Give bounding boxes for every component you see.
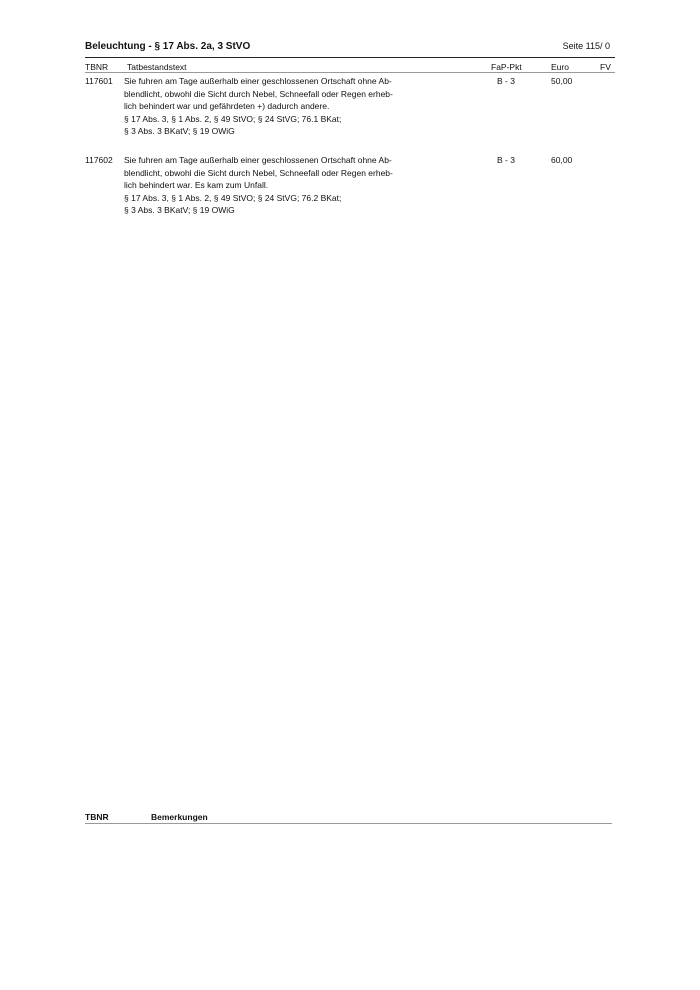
remarks-label: Bemerkungen	[151, 812, 208, 822]
remarks-tbnr-label: TBNR	[85, 812, 109, 822]
header-bottom-rule	[85, 72, 615, 73]
header-top-rule	[85, 57, 615, 58]
entry-tbnr: 117601	[85, 76, 113, 86]
entry-legal-reference: § 3 Abs. 3 BKatV; § 19 OWiG	[124, 126, 235, 137]
entry-text-line: Sie fuhren am Tage außerhalb einer geschlossenen Ortschaft ohne Ab-	[124, 155, 392, 165]
column-header-tbnr: TBNR	[85, 62, 109, 72]
page-title: Beleuchtung - § 17 Abs. 2a, 3 StVO	[85, 41, 251, 52]
entry-euro: 50,00	[551, 76, 573, 86]
entry-text-line: blendlicht, obwohl die Sicht durch Nebel, Schneefall oder Regen erheb-	[124, 167, 393, 178]
entry-text-line: blendlicht, obwohl die Sicht durch Nebel, Schneefall oder Regen erheb-	[124, 88, 393, 99]
entry-legal-reference: § 17 Abs. 3, § 1 Abs. 2, § 49 StVO; § 24 StVG; 76.1 BKat;	[124, 113, 342, 124]
entry-points: B - 3	[497, 76, 515, 86]
entry-legal-reference: § 3 Abs. 3 BKatV; § 19 OWiG	[124, 205, 235, 216]
remarks-rule	[85, 823, 612, 824]
entry-tbnr: 117602	[85, 155, 113, 165]
column-header-points: FaP-Pkt	[491, 62, 522, 72]
column-header-euro: Euro	[551, 62, 569, 72]
entry-euro: 60,00	[551, 155, 573, 165]
page-number: Seite 115/ 0	[562, 41, 610, 51]
entry-text	[124, 75, 429, 138]
entry-points: B - 3	[497, 155, 515, 165]
column-header-fv: FV	[600, 62, 611, 72]
entry-text-line: Sie fuhren am Tage außerhalb einer geschlossenen Ortschaft ohne Ab-	[124, 76, 392, 86]
entry-legal-reference: § 17 Abs. 3, § 1 Abs. 2, § 49 StVO; § 24 StVG; 76.2 BKat;	[124, 192, 342, 203]
entry-text	[124, 154, 429, 217]
entry-text-line: lich behindert war. Es kam zum Unfall.	[124, 180, 269, 191]
column-header-text: Tatbestandstext	[127, 62, 187, 72]
entry-text-line: lich behindert war und gefährdeten +) dadurch andere.	[124, 101, 330, 112]
